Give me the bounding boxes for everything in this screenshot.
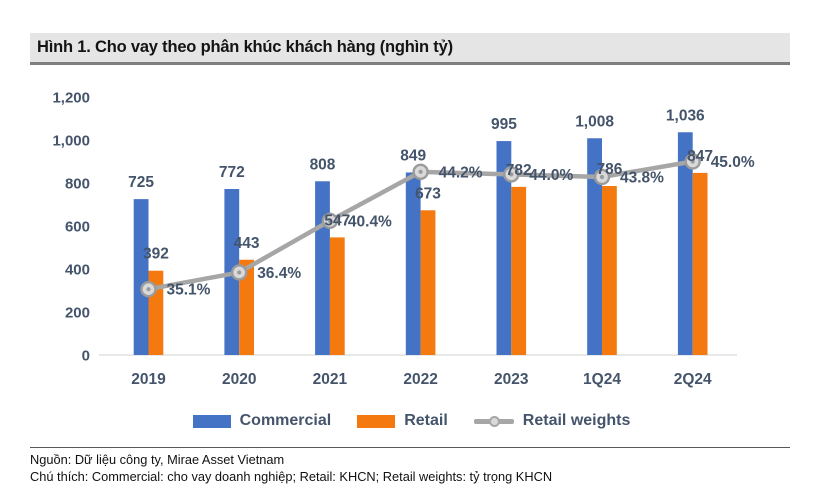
bar-label-commercial: 725: [128, 174, 155, 192]
legend-line-dot: [489, 416, 500, 427]
commercial-swatch-icon: [193, 415, 231, 428]
legend-label-retail-weights: Retail weights: [522, 412, 631, 429]
y-axis-tick-label: 0: [81, 347, 90, 365]
bar-label-retail: 443: [233, 234, 260, 252]
legend-item-retail: [357, 412, 448, 430]
bar-retail: [602, 186, 617, 355]
bar-label-retail: 847: [687, 147, 714, 165]
bar-commercial: [134, 199, 149, 355]
legend-item-retail-weights: [474, 412, 631, 430]
bar-retail: [693, 173, 708, 355]
x-axis-label: 2020: [221, 371, 257, 388]
chart-area: [0, 72, 823, 408]
x-axis-label: 2019: [131, 371, 166, 388]
x-axis-label: 2022: [403, 371, 438, 388]
bar-label-commercial: 995: [490, 116, 517, 134]
bar-label-retail: 782: [505, 161, 532, 179]
x-axis-label: 1Q24: [583, 371, 621, 388]
bar-label-commercial: 1,036: [665, 107, 705, 125]
source-note: Nguồn: Dữ liệu công ty, Mirae Asset Vietnam: [30, 452, 285, 467]
figure-title-bar: [30, 33, 790, 65]
y-axis-tick-label: 600: [64, 218, 90, 236]
retail-weights-label: 44.2%: [438, 164, 483, 182]
bar-label-commercial: 808: [309, 156, 336, 174]
retail-weights-label: 40.4%: [347, 213, 392, 231]
bar-label-retail: 786: [596, 161, 623, 179]
legend-label-retail: Retail: [404, 412, 448, 429]
x-axis-label: 2021: [312, 371, 348, 388]
bar-label-commercial: 849: [400, 147, 427, 165]
retail-weights-marker-dot: [237, 270, 241, 274]
legend-note: Chú thích: Commercial: cho vay doanh nghiệp; Retail: KHCN; Retail weights: tỷ trọng KHCN: [30, 469, 553, 484]
x-axis-label: 2023: [494, 371, 529, 388]
retail-weights-label: 35.1%: [166, 281, 211, 299]
y-axis-tick-label: 1,000: [52, 132, 90, 150]
y-axis-tick-label: 800: [64, 175, 90, 193]
bar-retail: [330, 237, 345, 355]
bar-label-commercial: 772: [218, 164, 245, 182]
retail-weights-line-marker-icon: [474, 415, 514, 428]
retail-weights-label: 45.0%: [710, 154, 755, 171]
retail-weights-label: 36.4%: [257, 264, 302, 282]
retail-weights-marker-dot: [419, 170, 423, 174]
x-axis-label: 2Q24: [673, 371, 712, 388]
bar-retail: [421, 210, 436, 355]
retail-swatch-icon: [357, 415, 395, 428]
y-axis-tick-label: 400: [64, 261, 90, 279]
chart-canvas: [0, 72, 823, 408]
bar-label-commercial: 1,008: [575, 113, 614, 131]
footer: [30, 447, 790, 485]
figure-title: Hình 1. Cho vay theo phân khúc khách hàng (nghìn tỷ): [37, 38, 453, 56]
y-axis-tick-label: 200: [64, 304, 90, 322]
y-axis-tick-label: 1,200: [52, 89, 90, 107]
bar-label-retail: 392: [142, 245, 169, 263]
retail-weights-label: 43.8%: [620, 169, 664, 187]
legend: [0, 407, 823, 435]
bar-label-retail: 673: [415, 185, 441, 203]
retail-weights-marker-dot: [146, 287, 150, 291]
bar-retail: [511, 187, 526, 355]
legend-item-commercial: [193, 412, 332, 430]
legend-label-commercial: Commercial: [239, 412, 332, 429]
bar-commercial: [315, 181, 330, 355]
bar-label-retail: 547: [324, 212, 351, 230]
retail-weights-label: 44.0%: [529, 166, 574, 184]
